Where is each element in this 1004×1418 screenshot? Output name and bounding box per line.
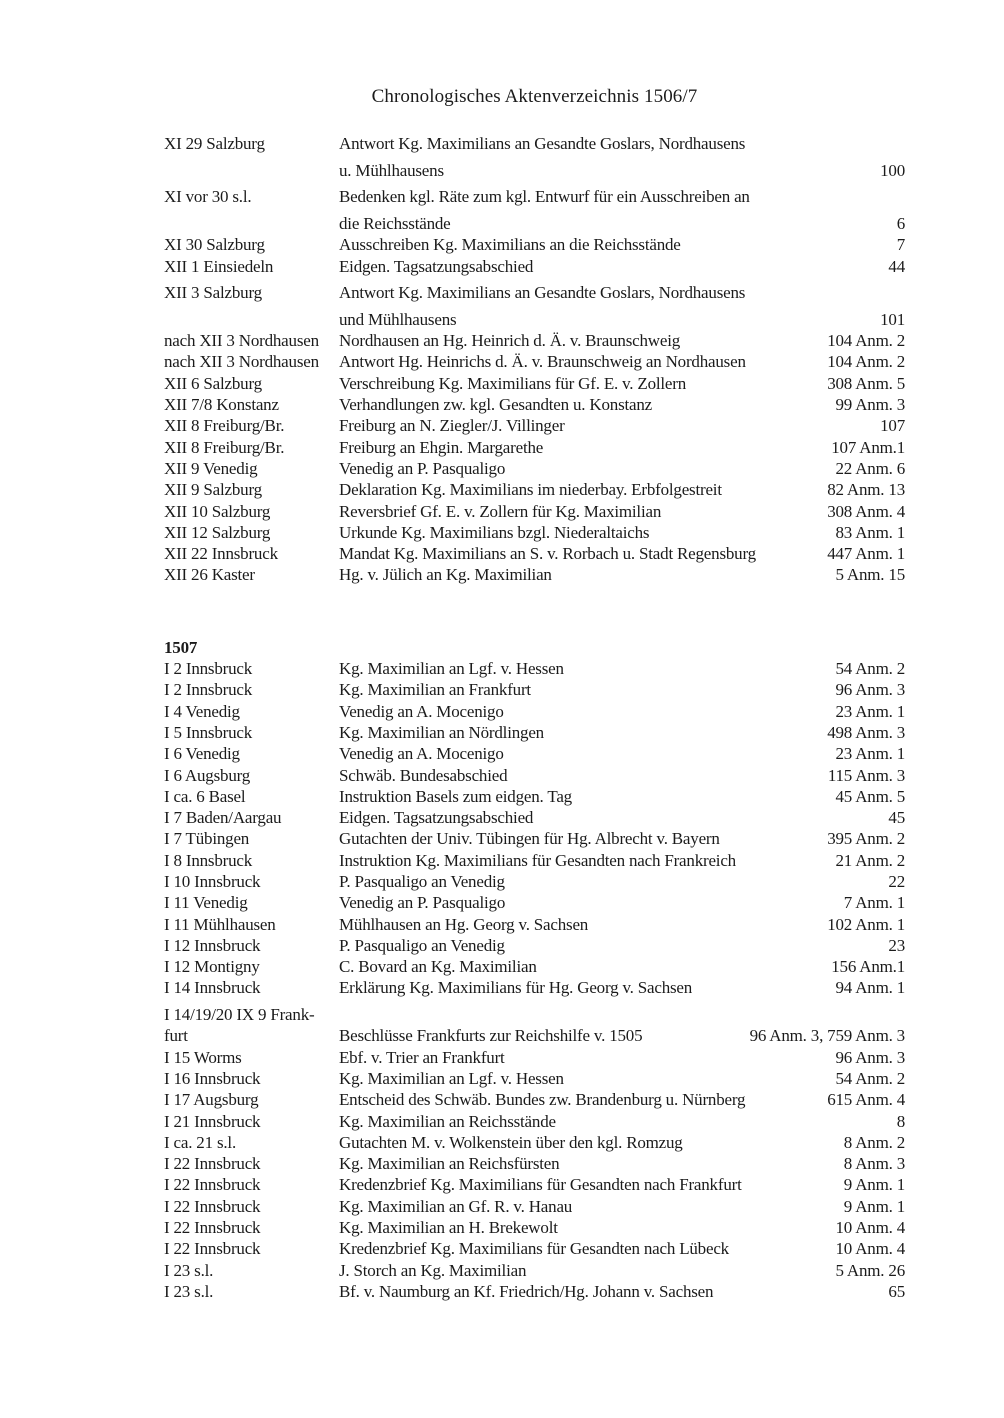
entry-date-place: I 21 Innsbruck: [164, 1111, 261, 1131]
entry-description: Verschreibung Kg. Maximilians für Gf. E. v. Zollern: [339, 373, 687, 393]
entry-page-ref: 83 Anm. 1: [835, 522, 905, 542]
entry-description: Entscheid des Schwäb. Bundes zw. Brandenburg u. Nürnberg: [339, 1090, 746, 1110]
entry-date-place: I 15 Worms: [164, 1047, 242, 1067]
table-row: [164, 256, 905, 277]
table-row: [164, 128, 905, 155]
entry-description: Antwort Kg. Maximilians an Gesandte Goslars, Nordhausens: [339, 134, 746, 154]
entry-page-ref: 7: [896, 235, 905, 255]
entry-page-ref: 96 Anm. 3, 759 Anm. 3: [749, 1026, 905, 1046]
entry-date-place: I 12 Innsbruck: [164, 935, 261, 955]
entry-page-ref: 45: [888, 808, 905, 828]
entry-description: Schwäb. Bundesabschied: [339, 765, 508, 785]
entry-date-place: XII 6 Salzburg: [164, 373, 262, 393]
entry-description: Eidgen. Tagsatzungsabschied: [339, 256, 534, 276]
entry-page-ref: 94 Anm. 1: [835, 978, 905, 998]
entry-date-place: I ca. 21 s.l.: [164, 1132, 236, 1152]
table-row: [164, 1260, 905, 1281]
entry-page-ref: 115 Anm. 3: [827, 765, 905, 785]
entry-page-ref: 10 Anm. 4: [835, 1218, 905, 1238]
table-row: [164, 437, 905, 458]
entry-description: Urkunde Kg. Maximilians bzgl. Niederaltaichs: [339, 522, 650, 542]
entry-page-ref: 615 Anm. 4: [827, 1090, 905, 1110]
entry-date-place: XII 9 Venedig: [164, 458, 258, 478]
entry-description: Antwort Hg. Heinrichs d. Ä. v. Braunschweig an Nordhausen: [339, 352, 746, 372]
entry-description: Kg. Maximilian an Reichsstände: [339, 1111, 556, 1131]
entry-page-ref: [897, 277, 905, 298]
entry-description: P. Pasqualigo an Venedig: [339, 871, 505, 891]
entry-date-place: XII 8 Freiburg/Br.: [164, 416, 285, 436]
entry-page-ref: 6: [896, 214, 905, 234]
table-row: [164, 304, 905, 331]
table-row: [164, 871, 905, 892]
table-row: [164, 479, 905, 500]
entry-date-place: XI vor 30 s.l.: [164, 187, 252, 207]
table-row: [164, 277, 905, 304]
entry-page-ref: 23 Anm. 1: [835, 701, 905, 721]
entry-date-place: I 22 Innsbruck: [164, 1154, 261, 1174]
entry-date-place: I 16 Innsbruck: [164, 1068, 261, 1088]
entry-date-place: I 6 Augsburg: [164, 765, 251, 785]
entry-date-place: I 22 Innsbruck: [164, 1175, 261, 1195]
table-row: [164, 1238, 905, 1259]
entry-description: Gutachten M. v. Wolkenstein über den kgl. Romzug: [339, 1132, 683, 1152]
table-row: [164, 330, 905, 351]
entry-description: Mandat Kg. Maximilians an S. v. Rorbach u. Stadt Regensburg: [339, 544, 756, 564]
table-row: [164, 522, 905, 543]
entry-date-place: furt: [164, 1026, 188, 1046]
section-heading-year: 1507: [164, 637, 198, 657]
entry-description: Ausschreiben Kg. Maximilians an die Reichsstände: [339, 235, 681, 255]
table-row: [164, 892, 905, 913]
entry-description: Ebf. v. Trier an Frankfurt: [339, 1047, 505, 1067]
table-row: [164, 458, 905, 479]
entry-page-ref: 65: [888, 1281, 905, 1301]
entry-date-place: XII 26 Kaster: [164, 565, 255, 585]
entry-description: und Mühlhausens: [339, 309, 457, 329]
entry-description: Erklärung Kg. Maximilians für Hg. Georg v. Sachsen: [339, 978, 693, 998]
entry-description: Kg. Maximilian an Reichsfürsten: [339, 1154, 560, 1174]
table-row: [164, 935, 905, 956]
entry-description: Instruktion Kg. Maximilians für Gesandten nach Frankreich: [339, 850, 736, 870]
entry-page-ref: 96 Anm. 3: [835, 680, 905, 700]
entry-page-ref: 447 Anm. 1: [827, 544, 905, 564]
entry-date-place: I 22 Innsbruck: [164, 1239, 261, 1259]
entry-date-place: XI 29 Salzburg: [164, 134, 265, 154]
entry-date-place: XII 3 Salzburg: [164, 283, 262, 303]
page-content: [164, 85, 905, 1302]
entry-date-place: I 4 Venedig: [164, 701, 240, 721]
entry-description: Kg. Maximilian an H. Brekewolt: [339, 1218, 558, 1238]
entry-description: Freiburg an Ehgin. Margarethe: [339, 437, 544, 457]
table-row: [164, 786, 905, 807]
table-row: [164, 373, 905, 394]
entry-page-ref: 54 Anm. 2: [835, 1068, 905, 1088]
entry-page-ref: 22: [888, 871, 905, 891]
table-row: [164, 1174, 905, 1195]
entry-page-ref: 8 Anm. 2: [843, 1132, 905, 1152]
entry-page-ref: 395 Anm. 2: [827, 829, 905, 849]
entry-date-place: I 11 Mühlhausen: [164, 914, 276, 934]
entry-description: die Reichsstände: [339, 214, 451, 234]
table-row: [164, 415, 905, 436]
entry-description: Kg. Maximilian an Lgf. v. Hessen: [339, 1068, 564, 1088]
entry-description: Beschlüsse Frankfurts zur Reichshilfe v. 1505: [339, 1026, 643, 1046]
entry-page-ref: 104 Anm. 2: [827, 352, 905, 372]
table-row: [164, 543, 905, 564]
table-row: [164, 234, 905, 255]
entry-description: J. Storch an Kg. Maximilian: [339, 1260, 527, 1280]
entry-date-place: XII 22 Innsbruck: [164, 544, 278, 564]
table-row: [164, 1047, 905, 1068]
entry-description: Verhandlungen zw. kgl. Gesandten u. Konstanz: [339, 395, 653, 415]
entry-description: Kg. Maximilian an Nördlingen: [339, 722, 544, 742]
table-row: [164, 658, 905, 679]
entry-list: [164, 128, 905, 1302]
entry-date-place: XII 10 Salzburg: [164, 501, 271, 521]
entry-description: Kg. Maximilian an Lgf. v. Hessen: [339, 659, 564, 679]
entry-date-place: I 23 s.l.: [164, 1281, 214, 1301]
entry-page-ref: [897, 181, 905, 202]
entry-page-ref: 107 Anm.1: [831, 437, 905, 457]
table-row: [164, 1089, 905, 1110]
entry-page-ref: 22 Anm. 6: [835, 458, 905, 478]
entry-page-ref: 5 Anm. 26: [835, 1260, 905, 1280]
table-row: [164, 914, 905, 935]
table-row: [164, 1111, 905, 1132]
table-row: [164, 1132, 905, 1153]
entry-date-place: I 2 Innsbruck: [164, 680, 253, 700]
table-row: [164, 501, 905, 522]
entry-page-ref: 101: [880, 309, 905, 329]
table-row: [164, 394, 905, 415]
entry-description: Venedig an A. Mocenigo: [339, 744, 504, 764]
entry-page-ref: 107: [880, 416, 905, 436]
table-row: [164, 701, 905, 722]
entry-description: u. Mühlhausens: [339, 160, 444, 180]
entry-description: Nordhausen an Hg. Heinrich d. Ä. v. Braunschweig: [339, 331, 681, 351]
table-row: [164, 807, 905, 828]
table-row: [164, 1025, 905, 1046]
entry-page-ref: 54 Anm. 2: [835, 659, 905, 679]
entry-date-place: I 7 Baden/Aargau: [164, 808, 282, 828]
table-row: [164, 1196, 905, 1217]
entry-page-ref: 9 Anm. 1: [843, 1175, 905, 1195]
table-row: [164, 1153, 905, 1174]
entry-date-place: I 2 Innsbruck: [164, 659, 253, 679]
entry-date-place: [164, 208, 339, 229]
entry-description: Eidgen. Tagsatzungsabschied: [339, 808, 534, 828]
entry-date-place: XII 9 Salzburg: [164, 480, 262, 500]
table-row: [164, 181, 905, 208]
entry-description: Hg. v. Jülich an Kg. Maximilian: [339, 565, 552, 585]
table-row: [164, 208, 905, 235]
table-row: [164, 977, 905, 998]
table-row: [164, 155, 905, 182]
entry-description: Venedig an P. Pasqualigo: [339, 458, 506, 478]
entry-page-ref: 45 Anm. 5: [835, 786, 905, 806]
page-title: Chronologisches Aktenverzeichnis 1506/7: [371, 86, 698, 107]
entry-date-place: I 22 Innsbruck: [164, 1196, 261, 1216]
table-row: [164, 722, 905, 743]
entry-date-place: I 23 s.l.: [164, 1260, 214, 1280]
entry-date-place: I ca. 6 Basel: [164, 786, 246, 806]
entry-page-ref: 100: [880, 160, 905, 180]
table-row: [164, 850, 905, 871]
entry-page-ref: 104 Anm. 2: [827, 331, 905, 351]
table-row: [164, 956, 905, 977]
entry-description: C. Bovard an Kg. Maximilian: [339, 957, 537, 977]
table-row: [164, 1281, 905, 1302]
table-row: [164, 743, 905, 764]
table-row: [164, 564, 905, 585]
entry-description: Kredenzbrief Kg. Maximilians für Gesandten nach Frankfurt: [339, 1175, 742, 1195]
entry-description: [339, 999, 897, 1020]
entry-date-place: I 10 Innsbruck: [164, 871, 261, 891]
entry-date-place: I 8 Innsbruck: [164, 850, 253, 870]
entry-date-place: I 14 Innsbruck: [164, 978, 261, 998]
entry-date-place: I 22 Innsbruck: [164, 1218, 261, 1238]
entry-date-place: [164, 304, 339, 325]
entry-description: Reversbrief Gf. E. v. Zollern für Kg. Maximilian: [339, 501, 662, 521]
entry-date-place: I 12 Montigny: [164, 957, 260, 977]
entry-page-ref: 7 Anm. 1: [843, 893, 905, 913]
entry-description: Kg. Maximilian an Frankfurt: [339, 680, 531, 700]
entry-description: Bedenken kgl. Räte zum kgl. Entwurf für ein Ausschreiben an: [339, 187, 750, 207]
entry-date-place: XII 1 Einsiedeln: [164, 256, 274, 276]
entry-page-ref: 5 Anm. 15: [835, 565, 905, 585]
entry-date-place: XI 30 Salzburg: [164, 235, 265, 255]
entry-date-place: XII 8 Freiburg/Br.: [164, 437, 285, 457]
entry-date-place: XII 7/8 Konstanz: [164, 395, 279, 415]
entry-description: Freiburg an N. Ziegler/J. Villinger: [339, 416, 565, 436]
entry-date-place: I 5 Innsbruck: [164, 722, 253, 742]
entry-page-ref: 308 Anm. 4: [827, 501, 905, 521]
table-row: [164, 999, 905, 1026]
entry-date-place: nach XII 3 Nordhausen: [164, 352, 319, 372]
entry-page-ref: 8 Anm. 3: [843, 1154, 905, 1174]
entry-date-place: [164, 155, 339, 176]
entry-date-place: nach XII 3 Nordhausen: [164, 331, 319, 351]
entry-description: Venedig an A. Mocenigo: [339, 701, 504, 721]
table-row: [164, 1217, 905, 1238]
entry-page-ref: 498 Anm. 3: [827, 722, 905, 742]
entry-description: Instruktion Basels zum eidgen. Tag: [339, 786, 572, 806]
entry-date-place: XII 12 Salzburg: [164, 522, 271, 542]
entry-date-place: I 7 Tübingen: [164, 829, 250, 849]
entry-description: Kg. Maximilian an Gf. R. v. Hanau: [339, 1196, 573, 1216]
entry-page-ref: 308 Anm. 5: [827, 373, 905, 393]
entry-page-ref: 23 Anm. 1: [835, 744, 905, 764]
table-row: [164, 828, 905, 849]
table-row: [164, 679, 905, 700]
entry-page-ref: 21 Anm. 2: [835, 850, 905, 870]
table-row: [164, 765, 905, 786]
entry-page-ref: 102 Anm. 1: [827, 914, 905, 934]
entry-date-place: I 6 Venedig: [164, 744, 240, 764]
entry-page-ref: 44: [888, 256, 905, 276]
entry-description: Deklaration Kg. Maximilians im niederbay. Erbfolgestreit: [339, 480, 722, 500]
entry-description: P. Pasqualigo an Venedig: [339, 935, 505, 955]
entry-page-ref: 9 Anm. 1: [843, 1196, 905, 1216]
entry-description: Gutachten der Univ. Tübingen für Hg. Albrecht v. Bayern: [339, 829, 720, 849]
entry-page-ref: 156 Anm.1: [831, 957, 905, 977]
entry-page-ref: 23: [888, 935, 905, 955]
table-row: [164, 351, 905, 372]
entry-page-ref: [897, 128, 905, 149]
entry-page-ref: 8: [896, 1111, 905, 1131]
entry-page-ref: 99 Anm. 3: [835, 395, 905, 415]
entry-description: Venedig an P. Pasqualigo: [339, 893, 506, 913]
entry-description: Antwort Kg. Maximilians an Gesandte Goslars, Nordhausens: [339, 283, 746, 303]
entry-description: Mühlhausen an Hg. Georg v. Sachsen: [339, 914, 589, 934]
entry-page-ref: [897, 999, 905, 1020]
entry-page-ref: 96 Anm. 3: [835, 1047, 905, 1067]
entry-description: Bf. v. Naumburg an Kf. Friedrich/Hg. Johann v. Sachsen: [339, 1281, 714, 1301]
entry-date-place: I 17 Augsburg: [164, 1090, 259, 1110]
entry-page-ref: 82 Anm. 13: [827, 480, 905, 500]
entry-date-place: I 11 Venedig: [164, 893, 248, 913]
entry-date-place: I 14/19/20 IX 9 Frank-: [164, 1005, 315, 1025]
table-row: [164, 1068, 905, 1089]
entry-page-ref: 10 Anm. 4: [835, 1239, 905, 1259]
entry-description: Kredenzbrief Kg. Maximilians für Gesandten nach Lübeck: [339, 1239, 729, 1259]
